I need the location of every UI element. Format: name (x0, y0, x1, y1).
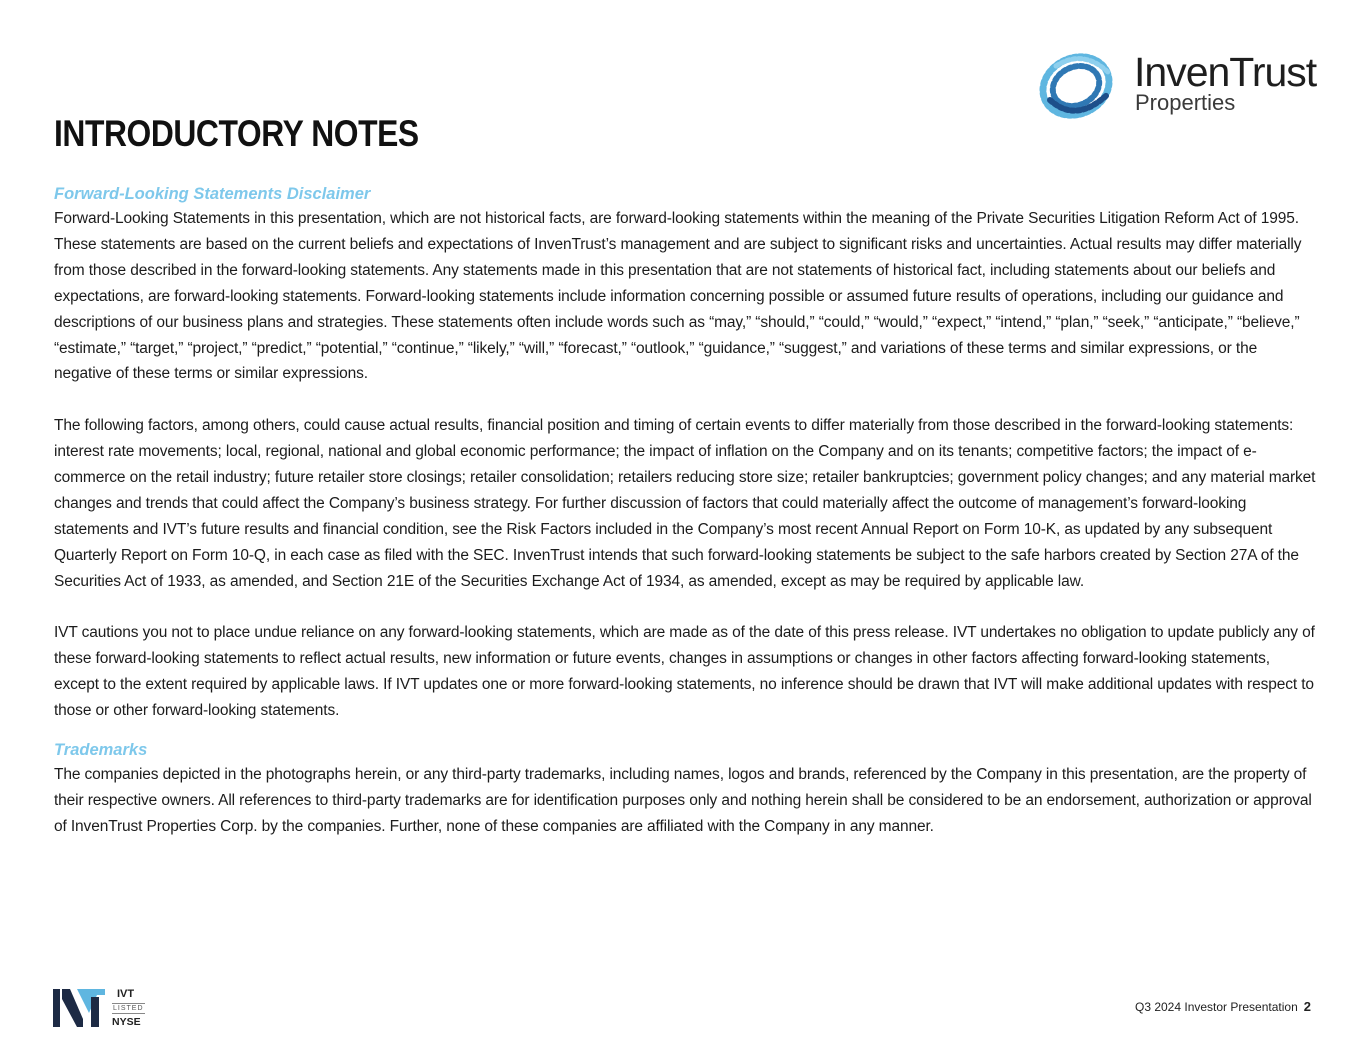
page-number: 2 (1303, 999, 1311, 1014)
presentation-label: Q3 2024 Investor Presentation (1134, 1000, 1298, 1014)
brand-name: InvenTrust (1134, 49, 1317, 95)
listed-label: LISTED (113, 1005, 144, 1012)
forward-looking-paragraph-2: The following factors, among others, could cause actual results, financial position and timing of certain events to differ materially from those described in the forward-looking statements: interest rate movements; local, regional, national and global economic performance; the impact of inflation on the Company and on its tenants; competitive factors; the impact of e-commerce on the retail industry; future retailer store closings; retailer consolidation; retailers reducing store size; retailer bankruptcies; government policy changes; and any material market changes and trends that could affect the Company’s business strategy. For further discussion of factors that could materially affect the outcome of management’s forward-looking statements and IVT’s future results and financial condition, see the Risk Factors included in the Company’s most recent Annual Report on Form 10-K, as updated by any subsequent Quarterly Report on Form 10-Q, in each case as filed with the SEC. InvenTrust intends that such forward-looking statements be subject to the safe harbors created by Section 27A of the Securities Act of 1933, as amended, and Section 21E of the Securities Exchange Act of 1934, as amended, except as may be required by applicable law. (54, 417, 1316, 590)
notes-body (54, 182, 1316, 840)
exchange-label: NYSE (112, 1016, 141, 1028)
globe-logo-icon (1036, 50, 1122, 122)
forward-looking-paragraph-1: Forward-Looking Statements in this presentation, which are not historical facts, are forward-looking statements within the meaning of the Private Securities Litigation Reform Act of 1995. These statements are based on the current beliefs and expectations of InvenTrust’s management and are subject to significant risks and uncertainties. Actual results may differ materially from those described in the forward-looking statements. Any statements made in this presentation that are not statements of historical fact, including statements about our beliefs and expectations, are forward-looking statements. Forward-looking statements include information concerning possible or assumed future results of operations, including our guidance and descriptions of our business plans and strategies. These statements often include words such as “may,” “should,” “could,” “would,” “expect,” “intend,” “plan,” “seek,” “anticipate,” “believe,” “estimate,” “target,” “project,” “predict,” “potential,” “continue,” “likely,” “will,” “forecast,” “outlook,” “guidance,” “suggest,” and variations of these terms and similar expressions, or the negative of these terms or similar expressions. (54, 210, 1302, 383)
page-footer (1135, 999, 1311, 1014)
forward-looking-paragraph-3: IVT cautions you not to place undue reliance on any forward-looking statements, which are made as of the date of this press release. IVT undertakes no obligation to update publicly any of these forward-looking statements to reflect actual results, new information or future events, changes in assumptions or changes in other factors affecting forward-looking statements, except to the extent required by applicable laws. If IVT updates one or more forward-looking statements, no inference should be drawn that IVT will make additional updates with respect to those or other forward-looking statements. (54, 624, 1315, 720)
forward-looking-heading: Forward-Looking Statements Disclaimer (54, 185, 371, 203)
trademarks-paragraph: The companies depicted in the photographs herein, or any third-party trademarks, including names, logos and brands, referenced by the Company in this presentation, are the property of their respective owners. All references to third-party trademarks are for identification purposes only and nothing herein shall be considered to be an endorsement, authorization or approval of InvenTrust Properties Corp. by the companies. Further, none of these companies are affiliated with the Company in any manner. (54, 766, 1312, 835)
ivt-mark-icon (53, 987, 107, 1029)
inventrust-logo (1036, 50, 1316, 122)
brand-subtitle: Properties (1135, 90, 1236, 115)
page-title: INTRODUCTORY NOTES (54, 113, 419, 154)
trademarks-heading: Trademarks (54, 741, 148, 760)
nyse-listed-badge (53, 987, 163, 1029)
ticker-label: IVT (117, 988, 135, 1000)
